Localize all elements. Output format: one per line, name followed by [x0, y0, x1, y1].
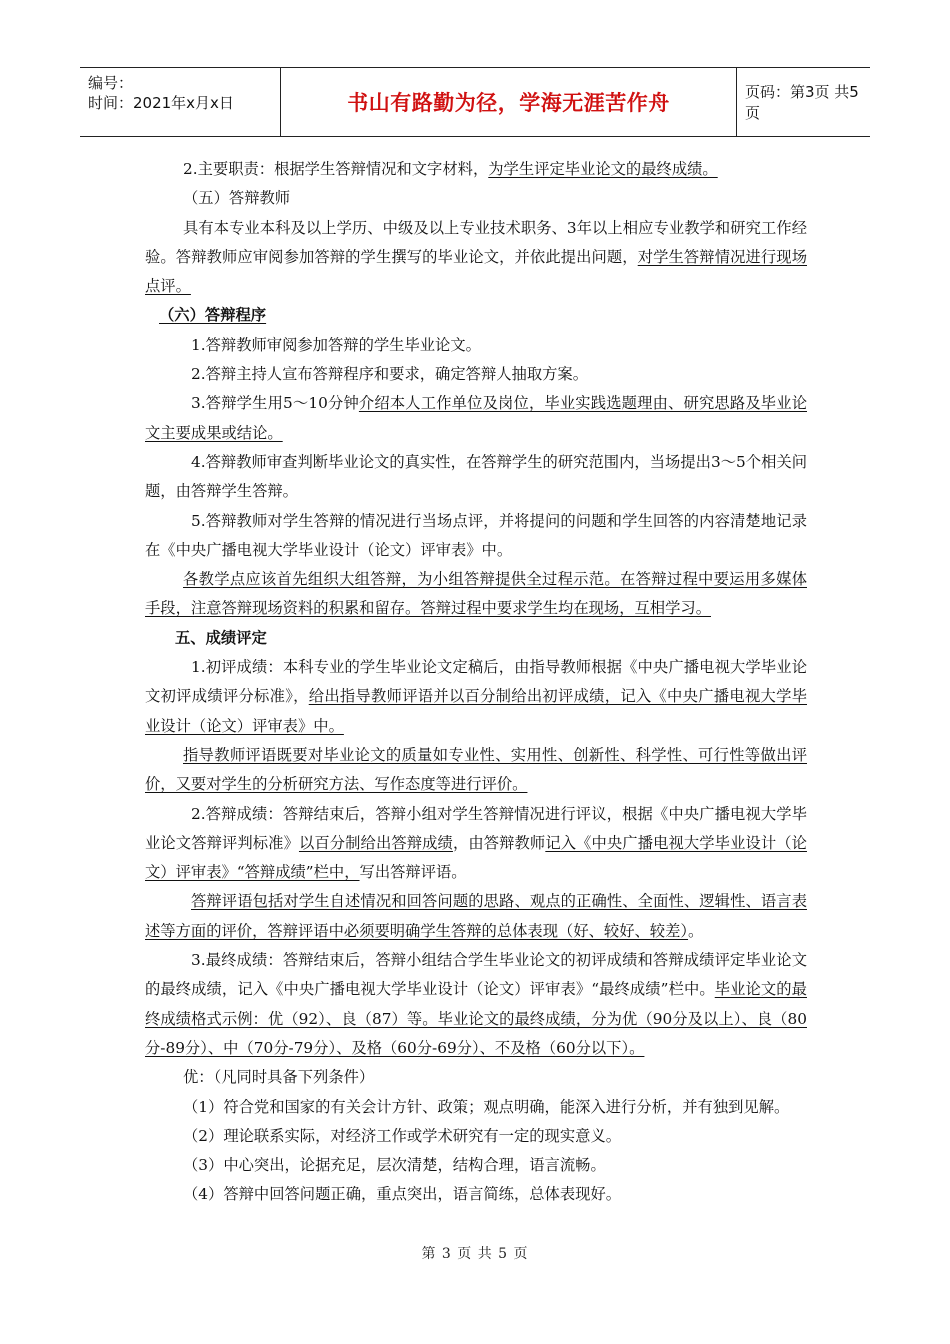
- paragraph: [145, 155, 807, 184]
- text-run: 具有本专业本科及以上学历、中级及以上专业技术职务、3年以上相应专业教学和研究工作经验。答辩教师应审阅参加答辩的学生撰写的毕业论文，并依此提出问题，: [145, 218, 807, 266]
- page-header: [80, 67, 870, 137]
- step-item: 2.答辩主持人宣布答辩程序和要求，确定答辩人抽取方案。: [191, 365, 589, 384]
- header-page-code: 页码：第3页 共5页: [745, 83, 859, 122]
- paragraph: [145, 214, 807, 302]
- header-motto: 书山有路勤为径，学海无涯苦作舟: [347, 91, 670, 115]
- text-run: 2.主要职责：根据学生答辩情况和文字材料，: [183, 160, 489, 178]
- text-run: 2.答辩成绩：答辩结束后，答辩小组对学生答辩情况进行评议，根据《中央广播电视大学毕业论文答辩评判标准》: [145, 804, 807, 852]
- doc-code-label: 编号：: [88, 74, 134, 92]
- header-page-cell: [735, 68, 870, 136]
- step-item: 5.答辩教师对学生答辩的情况进行当场点评，并将提问的问题和学生回答的内容清楚地记录在《中央广播电视大学毕业设计（论文）评审表》中。: [145, 511, 807, 559]
- paragraph: [145, 653, 807, 741]
- text-run: 1.初评成绩：本科专业的学生毕业论文定稿后，由指导教师根据《中央广播电视大学毕业论文初评成绩评分标准》，: [145, 658, 807, 706]
- grade-criteria-title: 优：（凡同时具备下列条件）: [183, 1068, 375, 1087]
- underlined-text: 介绍本人工作单位及岗位，毕业实践选题理由、研究思路及毕业论文主要成果或结论。: [145, 394, 807, 442]
- text-run: ，由答辩教师: [452, 833, 546, 852]
- paragraph: [145, 741, 807, 800]
- page-footer: 第 3 页 共 5 页: [421, 1246, 529, 1262]
- step-item: 1.答辩教师审阅参加答辩的学生毕业论文。: [191, 335, 481, 354]
- underlined-text: 以百分制给出答辩成绩: [298, 833, 453, 852]
- underlined-text: 给出指导教师评语并以百分制给出初评成绩，记入《中央广播电视大学毕业设计（论文）评审表》中。: [145, 687, 807, 735]
- step-item: 4.答辩教师审查判断毕业论文的真实性，在答辩学生的研究范围内，当场提出3～5个相关问题，由答辩学生答辩。: [145, 452, 807, 501]
- grade-criterion: （2）理论联系实际，对经济工作或学术研究有一定的现实意义。: [183, 1126, 622, 1145]
- paragraph: [145, 800, 807, 888]
- grade-criterion: （4）答辩中回答问题正确，重点突出，语言简练，总体表现好。: [183, 1185, 622, 1204]
- section-heading-6: [145, 301, 807, 330]
- paragraph: [145, 565, 807, 624]
- document-body: [145, 155, 807, 1210]
- underlined-text: 对学生答辩情况进行现场点评。: [145, 247, 807, 296]
- header-meta: [80, 68, 280, 136]
- paragraph: [145, 946, 807, 1063]
- doc-time-label: 时间：2021年x月x日: [88, 94, 234, 112]
- underlined-text: 各教学点应该首先组织大组答辩，为小组答辩提供全过程示范。在答辩过程中要运用多媒体手段，注意答辩现场资料的积累和留存。答辩过程中要求学生均在现场，互相学习。: [145, 570, 807, 618]
- underlined-text: 答辩评语包括对学生自述情况和回答问题的思路、观点的正确性、全面性、逻辑性、语言表述等方面的评价，答辩评语中必须要明确学生答辩的总体表现（好、较好、较差）: [145, 892, 807, 940]
- grade-criterion: （1）符合党和国家的有关会计方针、政策；观点明确，能深入进行分析，并有独到见解。: [183, 1097, 790, 1116]
- grade-criterion: （3）中心突出，论据充足，层次清楚，结构合理，语言流畅。: [183, 1156, 606, 1175]
- header-motto-cell: [280, 68, 737, 136]
- text-run: 写出答辩评语。: [359, 863, 467, 882]
- underlined-text: 为学生评定毕业论文的最终成绩。: [488, 160, 718, 178]
- underlined-text: 毕业论文的最终成绩格式示例：优（92）、良（87）等。毕业论文的最终成绩，分为优（90分及以上）、良（80分-89分）、中（70分-79分）、及格（60分-69分）、不及格（60分以下）。: [145, 980, 807, 1057]
- section-heading-5: （五）答辩教师: [183, 189, 291, 208]
- step-item: [145, 389, 807, 448]
- section-heading: 五、成绩评定: [175, 628, 267, 647]
- text-run: 。: [688, 921, 704, 940]
- underlined-text: 指导教师评语既要对毕业论文的质量如专业性、实用性、创新性、科学性、可行性等做出评价，又要对学生的分析研究方法、写作态度等进行评价。: [145, 745, 807, 794]
- underlined-text: 记入《中央广播电视大学毕业设计（论文）评审表》“答辩成绩”栏中，: [145, 833, 807, 882]
- paragraph: [145, 887, 807, 946]
- text-run: 3.最终成绩：答辩结束后，答辩小组结合学生毕业论文的初评成绩和答辩成绩评定毕业论文的最终成绩，记入《中央广播电视大学毕业设计（论文）评审表》“最终成绩”栏中。: [145, 951, 807, 999]
- text-run: 3.答辩学生用5～10分钟: [191, 394, 359, 413]
- heading-text: （六）答辩程序: [159, 306, 267, 325]
